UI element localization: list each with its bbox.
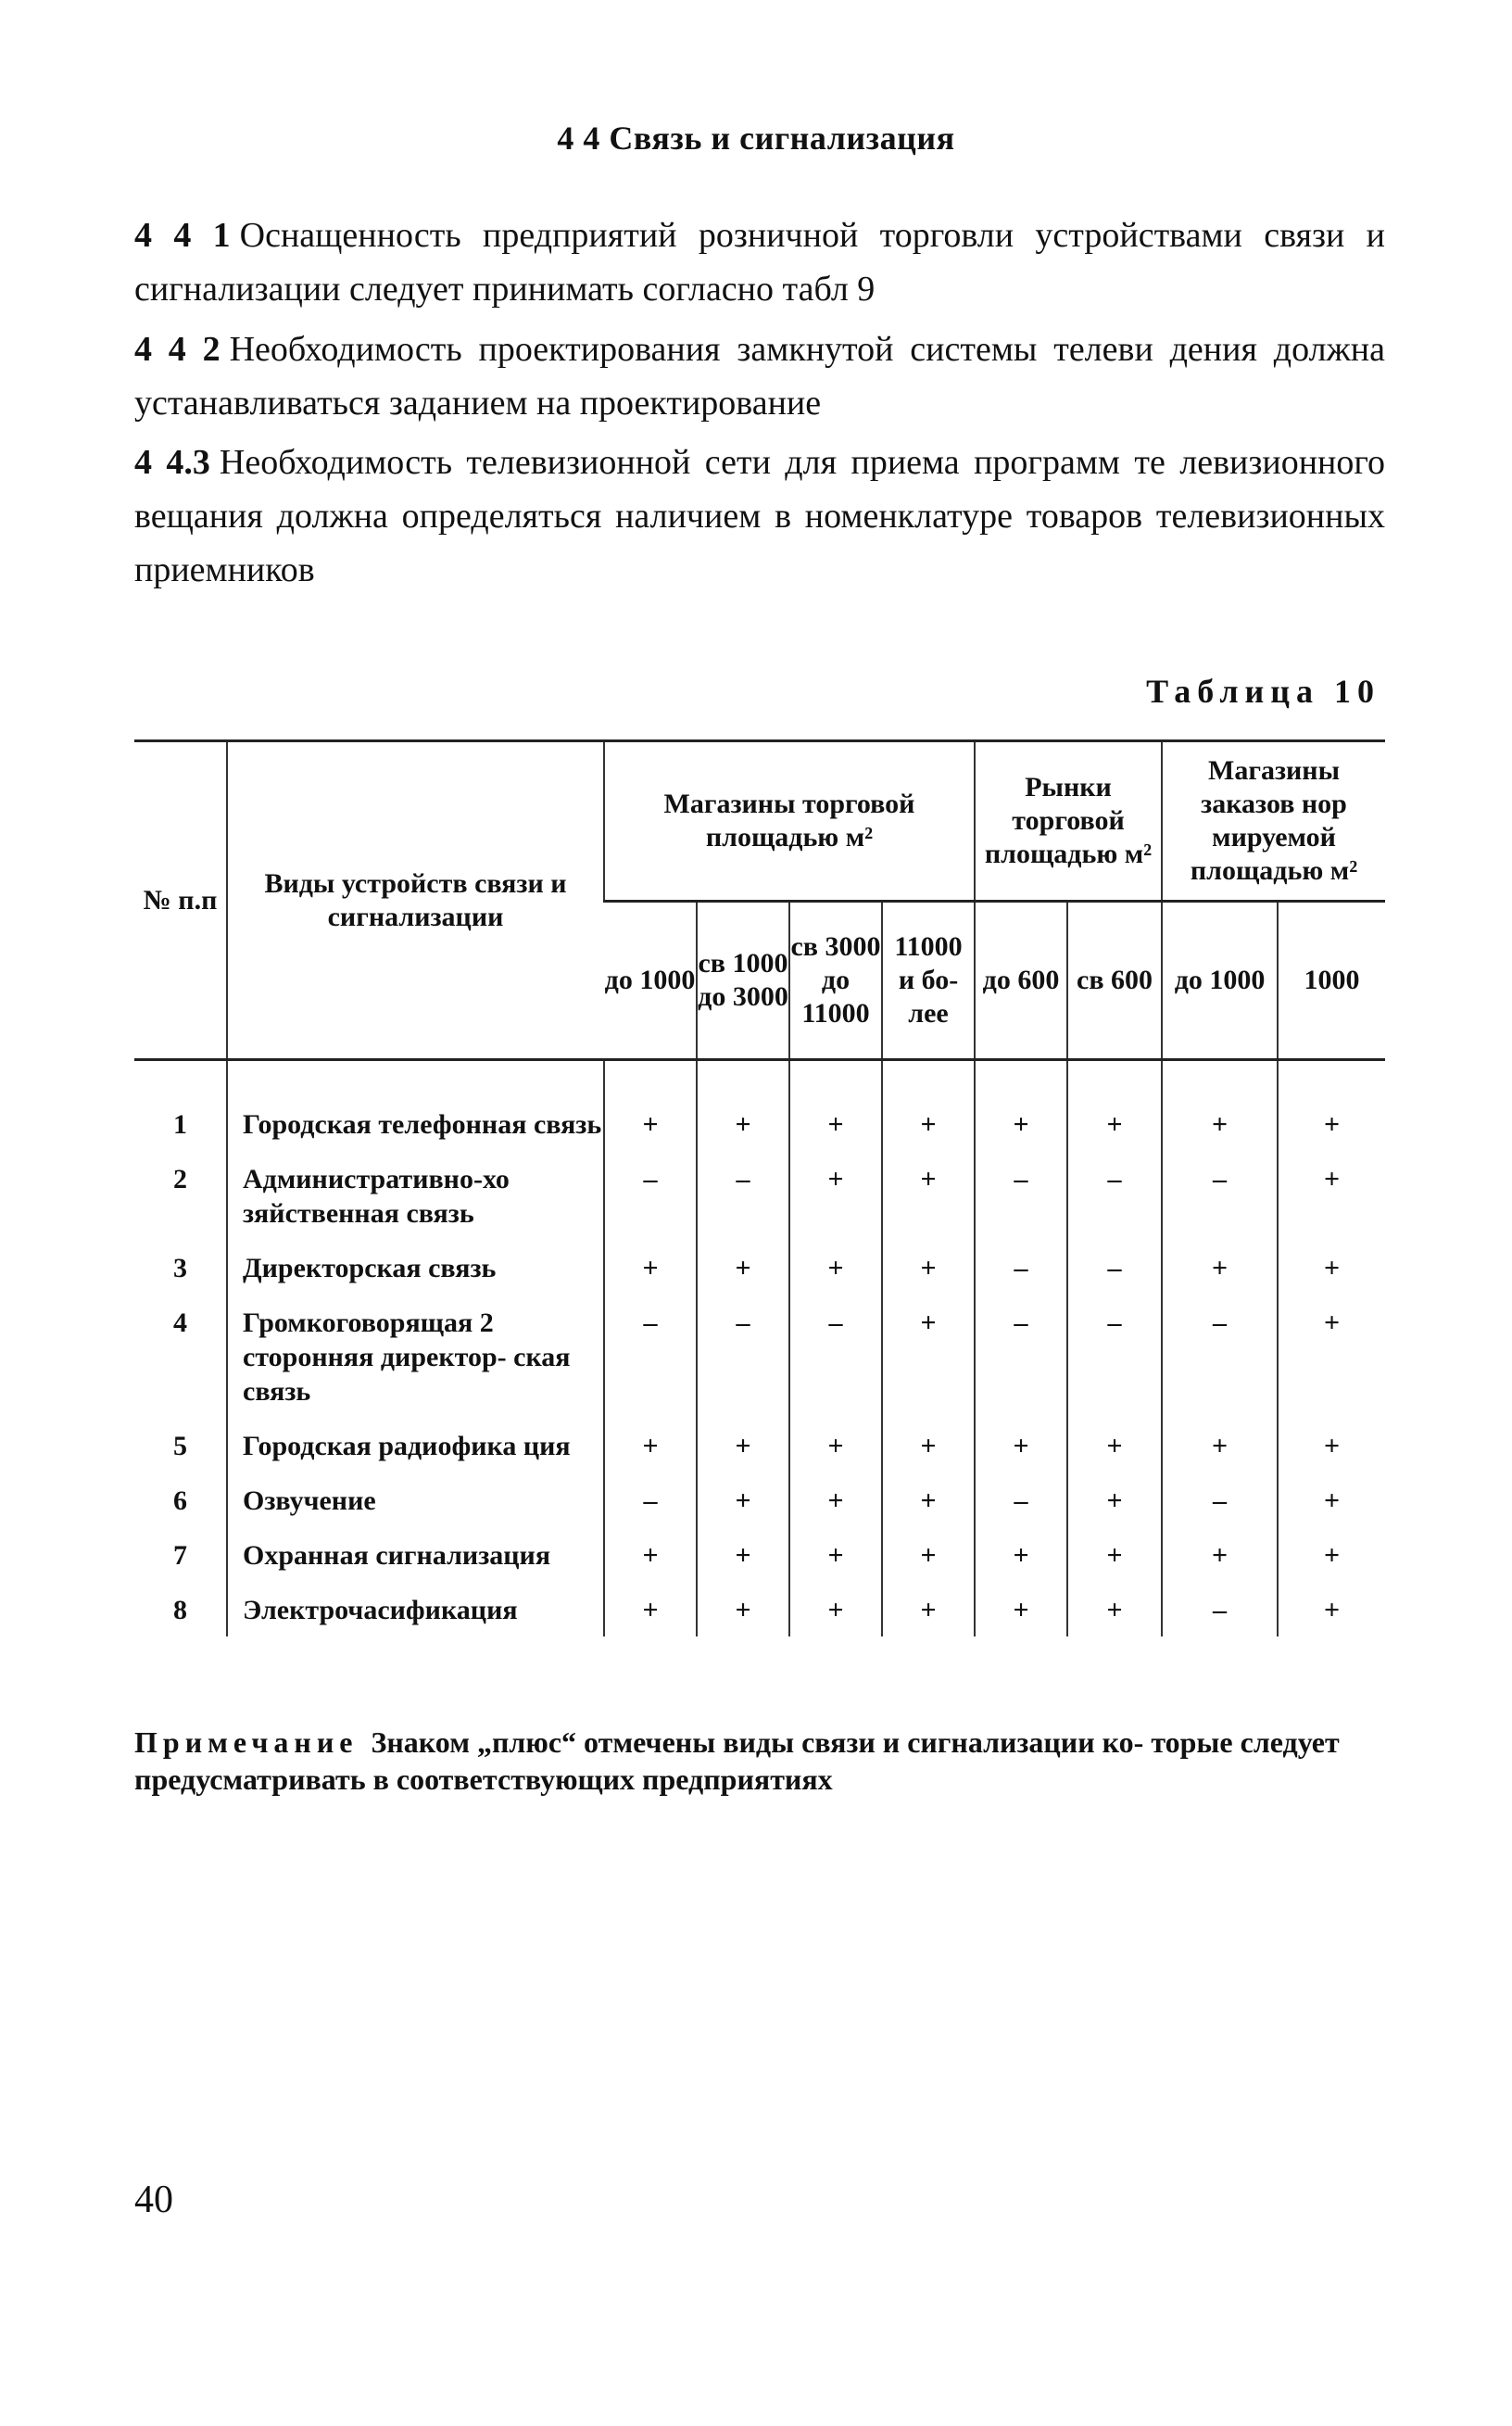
header-group-stores: Магазины торговой площадью м² — [604, 741, 975, 902]
subheader: до 600 — [975, 902, 1067, 1060]
cell: + — [604, 1582, 697, 1636]
paragraph-number: 4 4.3 — [134, 443, 210, 482]
cell: + — [882, 1151, 975, 1240]
section-heading: 4 4 Связь и сигнализация — [557, 120, 955, 157]
cell: + — [882, 1295, 975, 1418]
cell: + — [1278, 1472, 1385, 1527]
cell: – — [1067, 1295, 1162, 1418]
note-label: Примечание — [134, 1725, 359, 1759]
row-name: Озвучение — [227, 1472, 604, 1527]
paragraph-number: 4 4 1 — [134, 216, 231, 255]
subheader: св 3000 до 11000 — [789, 902, 882, 1060]
cell: – — [1162, 1151, 1278, 1240]
subheader: св 600 — [1067, 902, 1162, 1060]
cell: + — [882, 1472, 975, 1527]
cell: + — [697, 1582, 789, 1636]
header-device-type: Виды устройств связи и сигнализации — [227, 741, 604, 1060]
cell: – — [604, 1472, 697, 1527]
paragraph-number: 4 4 2 — [134, 330, 220, 369]
cell: + — [604, 1418, 697, 1472]
paragraph-4-4-2 — [134, 322, 1385, 430]
cell: + — [975, 1527, 1067, 1582]
cell: – — [604, 1151, 697, 1240]
cell: + — [1162, 1240, 1278, 1295]
cell: + — [1067, 1582, 1162, 1636]
paragraph-4-4-1 — [134, 208, 1385, 316]
cell: + — [1067, 1527, 1162, 1582]
paragraph-text: Оснащенность предприятий розничной торговли устройствами связи и сигнализации следует принимать согласно табл 9 — [134, 216, 1385, 309]
row-number: 5 — [173, 1431, 187, 1461]
table-note — [134, 1724, 1385, 1798]
table-row — [134, 1472, 1385, 1527]
row-number: 8 — [173, 1595, 187, 1625]
cell: + — [1278, 1418, 1385, 1472]
cell: – — [1162, 1472, 1278, 1527]
cell: – — [975, 1151, 1067, 1240]
cell: + — [604, 1527, 697, 1582]
subheader: 1000 — [1278, 902, 1385, 1060]
subheader: до 1000 — [604, 902, 697, 1060]
header-group-markets: Рынки торговой площадью м² — [975, 741, 1162, 902]
cell: + — [789, 1240, 882, 1295]
cell: + — [789, 1582, 882, 1636]
cell: + — [1278, 1582, 1385, 1636]
cell: – — [789, 1295, 882, 1418]
cell: + — [697, 1418, 789, 1472]
table-row — [134, 1060, 1385, 1152]
row-name: Электрочасификация — [227, 1582, 604, 1636]
cell: + — [1278, 1060, 1385, 1152]
subheader: 11000 и бо- лее — [882, 902, 975, 1060]
cell: + — [1162, 1060, 1278, 1152]
paragraph-text: Необходимость телевизионной сети для приема программ те левизионного вещания должна определяться наличием в номенклатуре товаров телевизионных приемников — [134, 443, 1386, 589]
cell: + — [697, 1472, 789, 1527]
subheader: до 1000 — [1162, 902, 1278, 1060]
cell: + — [789, 1418, 882, 1472]
cell: + — [789, 1472, 882, 1527]
row-number: 3 — [173, 1253, 187, 1283]
cell: – — [1162, 1295, 1278, 1418]
cell: + — [975, 1418, 1067, 1472]
row-name: Директорская связь — [227, 1240, 604, 1295]
table-row — [134, 1240, 1385, 1295]
page-number: 40 — [134, 2179, 173, 2221]
row-number: 7 — [173, 1540, 187, 1571]
cell: – — [975, 1240, 1067, 1295]
row-name: Городская телефонная связь — [227, 1060, 604, 1152]
cell: + — [882, 1527, 975, 1582]
table-caption: Таблица 10 — [1146, 673, 1380, 710]
cell: + — [882, 1418, 975, 1472]
cell: + — [882, 1240, 975, 1295]
row-name: Административно-хо зяйственная связь — [227, 1151, 604, 1240]
cell: + — [1278, 1151, 1385, 1240]
cell: + — [789, 1527, 882, 1582]
cell: + — [697, 1060, 789, 1152]
cell: + — [1278, 1240, 1385, 1295]
note-text: Знаком „плюс“ отмечены виды связи и сигнализации ко- торые следует предусматривать в соответствующих предприятиях — [134, 1725, 1340, 1796]
cell: + — [789, 1151, 882, 1240]
cell: – — [697, 1295, 789, 1418]
row-number: 4 — [173, 1308, 187, 1338]
paragraph-text: Необходимость проектирования замкнутой системы телеви дения должна устанавливаться заданием на проектирование — [134, 330, 1385, 423]
cell: + — [1278, 1527, 1385, 1582]
cell: – — [975, 1472, 1067, 1527]
row-number: 1 — [173, 1109, 187, 1140]
cell: + — [604, 1060, 697, 1152]
cell: + — [975, 1060, 1067, 1152]
subheader: св 1000 до 3000 — [697, 902, 789, 1060]
cell: – — [1162, 1582, 1278, 1636]
row-number: 6 — [173, 1485, 187, 1516]
row-name: Охранная сигнализация — [227, 1527, 604, 1582]
cell: – — [1067, 1240, 1162, 1295]
paragraph-4-4-3 — [134, 436, 1385, 597]
cell: + — [789, 1060, 882, 1152]
cell: – — [604, 1295, 697, 1418]
table-row — [134, 1527, 1385, 1582]
cell: + — [1278, 1295, 1385, 1418]
row-number: 2 — [173, 1164, 187, 1194]
table-row — [134, 1295, 1385, 1418]
cell: – — [975, 1295, 1067, 1418]
cell: – — [697, 1151, 789, 1240]
cell: + — [1162, 1418, 1278, 1472]
cell: + — [1162, 1527, 1278, 1582]
cell: + — [697, 1240, 789, 1295]
header-group-order-stores: Магазины заказов нор мируемой площадью м² — [1162, 741, 1385, 902]
cell: + — [882, 1060, 975, 1152]
cell: – — [1067, 1151, 1162, 1240]
cell: + — [1067, 1418, 1162, 1472]
cell: + — [1067, 1472, 1162, 1527]
row-name: Громкоговорящая 2 сторонняя директор- ская связь — [227, 1295, 604, 1418]
row-name: Городская радиофика ция — [227, 1418, 604, 1472]
equipment-table — [134, 739, 1385, 1636]
table-row — [134, 1418, 1385, 1472]
table-row — [134, 1151, 1385, 1240]
cell: + — [604, 1240, 697, 1295]
header-number: № п.п — [134, 741, 227, 1060]
cell: + — [975, 1582, 1067, 1636]
cell: + — [1067, 1060, 1162, 1152]
cell: + — [697, 1527, 789, 1582]
cell: + — [882, 1582, 975, 1636]
table-row — [134, 1582, 1385, 1636]
